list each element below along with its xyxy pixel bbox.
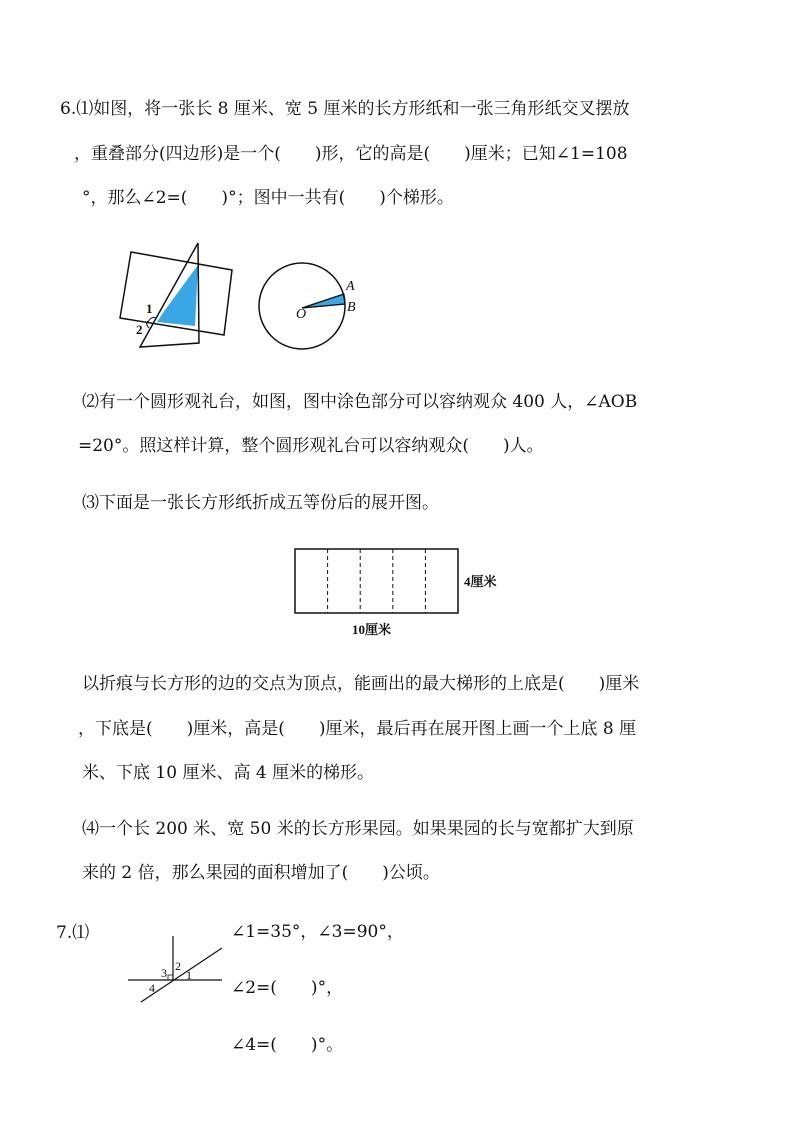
- height-label: 4厘米: [464, 574, 497, 589]
- folded-paper-figure: [294, 548, 509, 643]
- q7-given-angles: ∠1=35°，∠3=90°，: [231, 922, 404, 942]
- q7-label: 7.⑴: [56, 923, 90, 943]
- q6-p2-line2: =20°。照这样计算，整个圆形观礼台可以容纳观众( )人。: [78, 436, 544, 456]
- q6-p3-line4: 米、下底 10 厘米、高 4 厘米的梯形。: [82, 763, 375, 783]
- angle-label-1: 1: [146, 301, 153, 316]
- q6-p3-line1: ⑶下面是一张长方形纸折成五等份后的展开图。: [82, 493, 439, 513]
- q6-p4-line1: ⑷一个长 200 米、宽 50 米的长方形果园。如果果园的长与宽都扩大到原: [82, 819, 634, 839]
- angles-figure: [122, 930, 232, 1010]
- observation-circle: [259, 263, 345, 349]
- width-label: 10厘米: [352, 622, 392, 637]
- q6-p2-line1: ⑵有一个圆形观礼台，如图，图中涂色部分可以容纳观众 400 人，∠AOB: [82, 392, 638, 412]
- point-label-a: A: [346, 279, 355, 294]
- angle-number-1: 1: [186, 968, 192, 982]
- point-label-b: B: [347, 300, 356, 315]
- q6-p1-line1: 6.⑴如图，将一张长 8 厘米、宽 5 厘米的长方形纸和一张三角形纸交叉摆放: [60, 99, 630, 119]
- circle-figure: [262, 258, 372, 353]
- angle-label-2: 2: [136, 322, 143, 337]
- overlap-figure: [110, 240, 250, 355]
- angle-number-2: 2: [175, 959, 181, 973]
- q6-p4-line2: 来的 2 倍，那么果园的面积增加了( )公顷。: [82, 863, 440, 883]
- q6-p1-line2: ，重叠部分(四边形)是一个( )形，它的高是( )厘米；已知∠1=108: [74, 144, 628, 164]
- angle-number-3: 3: [161, 966, 167, 980]
- q6-p1-line3: °，那么∠2=( )°；图中一共有( )个梯形。: [82, 188, 454, 208]
- q7-ask-angle-2: ∠2=( )°，: [231, 978, 344, 998]
- q6-p3-line3: ，下底是( )厘米，高是( )厘米，最后再在展开图上画一个上底 8 厘: [78, 719, 637, 739]
- point-label-o: O: [296, 307, 307, 322]
- right-angle-mark: [168, 975, 173, 980]
- angle-number-4: 4: [149, 981, 155, 995]
- unfolded-rectangle: [295, 549, 458, 613]
- overlap-shaded-quad: [157, 265, 198, 326]
- q7-ask-angle-4: ∠4=( )°。: [231, 1035, 344, 1055]
- q6-p3-line2: 以折痕与长方形的边的交点为顶点，能画出的最大梯形的上底是( )厘米: [82, 674, 640, 694]
